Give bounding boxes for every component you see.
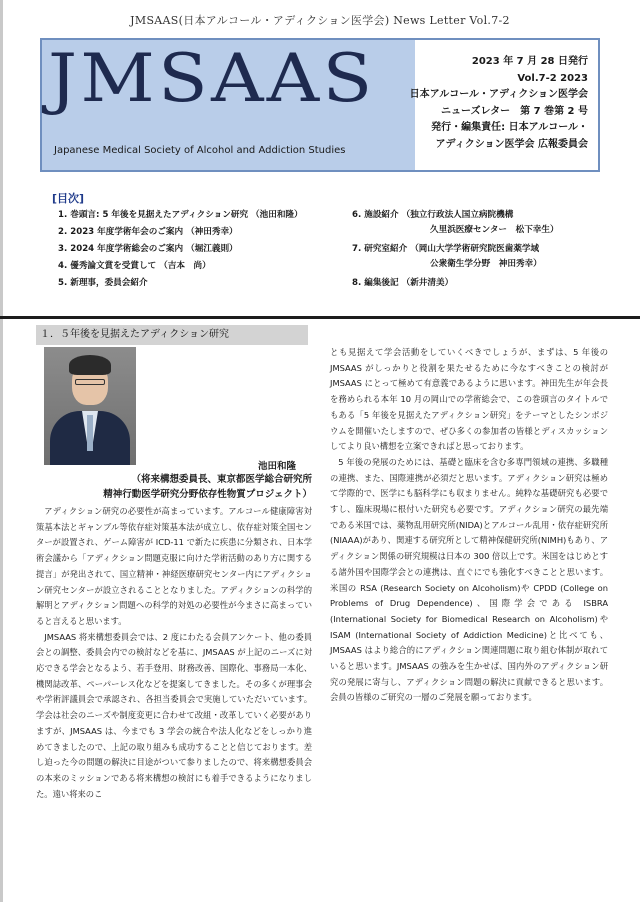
society-name: 日本アルコール・アディクション医学会	[409, 89, 588, 100]
toc-left-column	[58, 208, 348, 293]
article-right-column	[330, 345, 608, 706]
toc-item[interactable]	[352, 276, 612, 293]
author-affiliation-line: 精神行動医学研究分野依存性物質プロジェクト）	[103, 489, 312, 500]
article-paragraph: とも見据えて学会活動をしていくべきでしょうが、まずは、5 年後の JMSAAS がしっかりと役割を果たせるために今なすべきことの検討が JMSAAS にとって極めて有意義であるように思います。神田先生が年会長を務められる本年 10 月の岡山での学術総会で、この巻頭言のタイトルでもある「5 年後を見据えたアディクション研究」をテーマとしたシンポジウムを開催いたしますので、ぜひ多くの参加者の皆様とディスカッションしてより良い構想を立案できればと思っております。	[330, 347, 608, 452]
newsletter-title: JMSAAS	[48, 40, 376, 117]
article-left-column	[36, 504, 312, 802]
toc-right-column	[352, 208, 612, 293]
issue-volume: Vol.7-2 2023	[517, 72, 588, 84]
author-name: 池田和隆	[258, 461, 297, 472]
toc-item-line: 久里浜医療センター 松下幸生）	[430, 225, 559, 235]
toc-heading: [目次]	[52, 192, 85, 205]
toc-item-line: 7. 研究室紹介 （岡山大学学術研究院医歯薬学域	[352, 244, 540, 254]
toc-item[interactable]: 2. 2023 年度学術年会のご案内 （神田秀幸）	[58, 227, 238, 237]
toc-item[interactable]	[352, 208, 612, 242]
society-english-name: Japanese Medical Society of Alcohol and Addiction Studies	[54, 145, 346, 156]
article-section-title: １．５年後を見据えたアディクション研究	[36, 325, 308, 345]
masthead	[40, 38, 600, 172]
author-affiliation-line: （将来構想委員長、東京都医学総合研究所	[131, 474, 312, 485]
toc-item[interactable]: 1. 巻頭言: 5 年後を見据えたアディクション研究 （池田和隆）	[58, 210, 303, 220]
toc-item[interactable]	[352, 242, 612, 276]
toc-item[interactable]: 4. 優秀論文賞を受賞して （吉本 尚）	[58, 261, 211, 271]
article-paragraph: アディクション研究の必要性が高まっています。アルコール健康障害対策基本法とギャンブル等依存症対策基本法が成立し、依存症対策全国センターが設置され、ゲーム障害が ICD-11 で新たに疾患に分類され、日本学術会議から「アディクション問題克服に向けた学術活動のあり方に関する提言」が発出されて、国立精神・神経医療研究センター内にアディクション研究センターが設立されることとなりました。アディクションの科学的解明とアディクション問題への科学的対処の必要性が今まさに高まっていると言えると思います。	[36, 506, 312, 626]
newsletter-issue: ニューズレター 第 7 巻第 2 号	[441, 105, 588, 117]
author-photo	[44, 347, 136, 465]
publisher-line-1: 発行・編集責任: 日本アルコール・	[431, 122, 588, 133]
issue-info	[408, 54, 588, 153]
article-paragraph: JMSAAS 将来構想委員会では、2 度にわたる会員アンケート、他の委員会との調整、委員会内での検討などを基に、JMSAAS が上記のニーズに対応できる学会となるよう、若手登用、財務改善、国際化、事務局一本化、機関誌改革、ペーパーレス化などを提案してきました。その多くが理事会や学術評議員会で承認され、各担当委員会で実施していただいています。学会は社会のニーズや制度変更に合わせて改組・改革していく必要がありますが、JMSAAS は、今までも 3 学会の統合や法人化などをしっかり進めてきましたので、上記の取り組みも成功することと信じております。差し迫った今の問題の解決に目途がついて参りましたので、将来構想委員会の本来のミッションである将来構想の検討にも着手できるようになりました。遠い将来のこ	[36, 631, 312, 799]
author-affiliation	[36, 472, 312, 502]
issue-date: 2023 年 7 月 28 日発行	[471, 56, 588, 67]
toc-item[interactable]: 5. 新理事，委員会紹介	[58, 278, 148, 288]
toc-item-line: 公衆衛生学分野 神田秀幸）	[430, 259, 542, 269]
masthead-title-band	[42, 40, 415, 170]
publisher-line-2: アディクション医学会 広報委員会	[435, 138, 588, 150]
table-of-contents	[52, 190, 612, 288]
toc-item[interactable]: 3. 2024 年度学術総会のご案内 （堀江義則）	[58, 244, 238, 254]
running-head: JMSAAS(日本アルコール・アディクション医学会) News Letter Vol.7-2	[130, 14, 510, 27]
page-edge	[0, 0, 3, 902]
section-divider	[0, 316, 640, 319]
toc-item-line: 6. 施設紹介 （独立行政法人国立病院機構	[352, 210, 514, 220]
toc-item-line: 8. 編集後記 （新井清美）	[352, 278, 454, 288]
article-paragraph: 5 年後の発展のためには、基礎と臨床を含む多専門領域の連携、多職種の連携、また、国際連携が必須だと思います。アディクション研究は極めて学際的で、医学にも脳科学にも収まりません。純粋な基礎研究も必要ですし、臨床現場に根付いた研究も必要です。アディクション研究の最先端である米国では、薬物乱用研究所(NIDA)とアルコール乱用・依存症研究所(NIAAA)があり、関連する研究所として精神保健研究所(NIMH)もあり、アディクション関係の研究規模は日本の 300 倍以上です。米国をはじめとする諸外国や国際学会との連携は、直ぐにでも強化すべきことと思います。米国の RSA (Research Society on Alcoholism)や CPDD (College on Problems of Drug Dependence)、国際学会である ISBRA (International Society for Biomedical Research on Alcoholism)や ISAM (International Society of Addiction Medicine)と比べても、JMSAAS はより総合的にアディクション関連問題に取り組む体制が取れていると思います。JMSAAS の強みを生かせば、国内外のアディクション研究の発展に寄与し、アディクション問題の解決に貢献できると思います。会員の皆様のご研究の一層のご発展を願っております。	[330, 456, 608, 703]
